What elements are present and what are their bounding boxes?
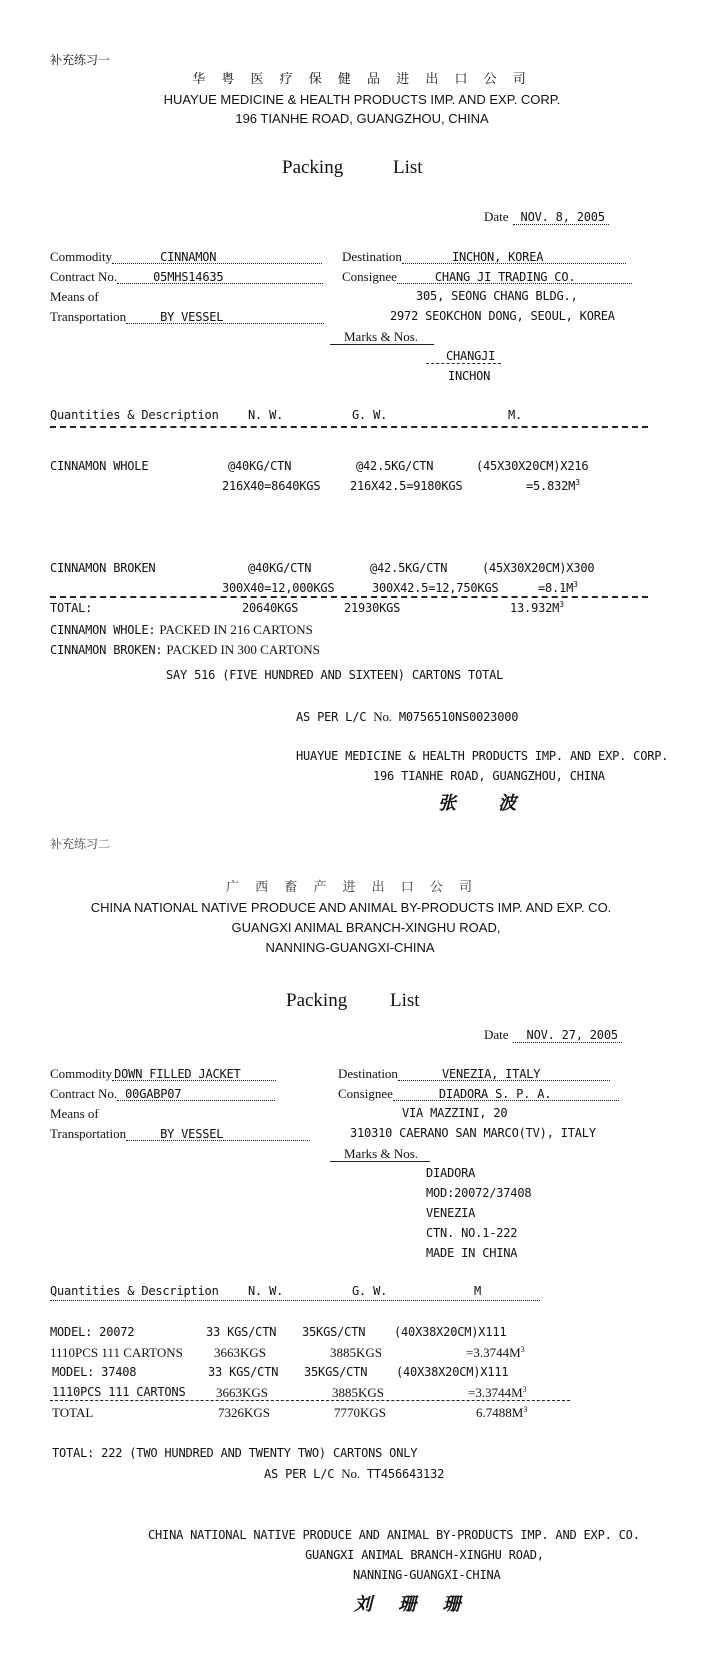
row1-description: CINNAMON WHOLE: [50, 459, 149, 473]
transport2-field: [50, 1127, 310, 1141]
col-measurement: M.: [508, 408, 523, 422]
footer2-branch: GUANGXI ANIMAL BRANCH-XINGHU ROAD,: [305, 1548, 544, 1562]
row2-1-measurement: (40X38X20CM)X111: [394, 1325, 507, 1339]
marks-line-2: INCHON: [448, 369, 491, 383]
col-net-weight: N. W.: [248, 408, 284, 422]
consignee-value: CHANG JI TRADING CO.: [397, 271, 632, 284]
consignee2-value: DIADORA S. P. A.: [393, 1088, 619, 1101]
row2-measurement-calc: [538, 582, 578, 594]
transport2-value: BY VESSEL: [126, 1128, 310, 1141]
consignee2-address-2: 310310 CAERANO SAN MARCO(TV), ITALY: [350, 1126, 596, 1140]
footer-company: HUAYUE MEDICINE & HEALTH PRODUCTS IMP. AND EXP. CORP.: [296, 749, 669, 763]
row2-cubic-sup: 3: [573, 580, 578, 589]
destination2-label: Destination: [338, 1066, 398, 1081]
lc2-number: TT456643132: [366, 1467, 445, 1481]
doc2-title-packing: Packing: [286, 990, 348, 1011]
row2-2-measurement-total-value: =3.3744M: [468, 1385, 523, 1400]
company2-branch: GUANGXI ANIMAL BRANCH-XINGHU ROAD,: [231, 920, 501, 935]
consignee-field: [342, 270, 632, 284]
consignee2-label: Consignee: [338, 1086, 393, 1101]
marks-label: Marks & Nos.: [330, 330, 434, 345]
row2-2-gross-total: 3885KGS: [332, 1385, 385, 1400]
row2-2-cubic-sup: 3: [522, 1385, 527, 1394]
lc-reference: [296, 710, 518, 723]
contract-field: [50, 270, 323, 284]
total2-label: TOTAL: [52, 1405, 94, 1420]
row1-measurement: (45X30X20CM)X216: [476, 459, 589, 473]
col2-quantities-description: Quantities & Description: [50, 1284, 219, 1298]
date2-field: [484, 1028, 622, 1041]
marks2-line-4: CTN. NO.1-222: [426, 1226, 518, 1240]
col-gross-weight: G. W.: [352, 408, 388, 422]
doc2-title-list: List: [390, 990, 420, 1011]
destination2-value: VENEZIA, ITALY: [398, 1068, 610, 1081]
date-value: NOV. 8, 2005: [513, 210, 609, 225]
row1-net-weight-calc: 216X40=8640KGS: [222, 479, 321, 493]
transport-field: [50, 310, 324, 324]
lc2-reference: [264, 1467, 444, 1480]
marks2-line-1: DIADORA: [426, 1166, 476, 1180]
row2-1-gross-total: 3885KGS: [330, 1345, 383, 1360]
packing-note-whole: [50, 622, 313, 638]
header-dashed-rule: [50, 426, 648, 428]
row1-gross-weight-calc: 216X42.5=9180KGS: [350, 479, 463, 493]
signature-2: 刘 珊 珊: [354, 1594, 471, 1615]
company2-name-cn: 广 西 畜 产 进 出 口 公 司: [225, 880, 479, 895]
header2-dotted-rule: [50, 1300, 540, 1301]
row2-1-model: MODEL: 20072: [50, 1325, 135, 1339]
total2-cubic-sup: 3: [523, 1405, 528, 1414]
commodity2-field: [50, 1067, 276, 1081]
packing-note-whole-head: CINNAMON WHOLE:: [50, 623, 156, 637]
exercise-2-label: 补充练习二: [50, 837, 111, 851]
consignee-address-2: 2972 SEOKCHON DONG, SEOUL, KOREA: [390, 309, 615, 323]
company-name-en: HUAYUE MEDICINE & HEALTH PRODUCTS IMP. AND EXP. CORP.: [163, 92, 561, 107]
footer-address: 196 TIANHE ROAD, GUANGZHOU, CHINA: [373, 769, 605, 783]
total2-measurement-value: 6.7488M: [476, 1405, 524, 1420]
packing-note-broken-head: CINNAMON BROKEN:: [50, 643, 163, 657]
doc-title-packing: Packing: [282, 157, 344, 178]
row2-measurement: (45X30X20CM)X300: [482, 561, 595, 575]
company2-name-en: CHINA NATIONAL NATIVE PRODUCE AND ANIMAL BY-PRODUCTS IMP. AND EXP. CO.: [90, 900, 612, 915]
col2-gross-weight: G. W.: [352, 1284, 388, 1298]
col2-net-weight: N. W.: [248, 1284, 284, 1298]
total-measurement: [510, 602, 564, 614]
company-name-cn: 华 粤 医 疗 保 健 品 进 出 口 公 司: [192, 72, 532, 87]
row2-2-net-total: 3663KGS: [216, 1385, 269, 1400]
footer2-company: CHINA NATIONAL NATIVE PRODUCE AND ANIMAL BY-PRODUCTS IMP. AND EXP. CO.: [148, 1528, 640, 1542]
total-cubic-sup: 3: [559, 600, 564, 609]
exercise-1-label: 补充练习一: [50, 53, 111, 67]
row2-2-pieces: 1110PCS 111 CARTONS: [52, 1385, 186, 1399]
destination-field: [342, 250, 626, 264]
transport-label: Transportation: [50, 309, 127, 324]
commodity-field: [50, 250, 322, 264]
date-field: [484, 210, 609, 223]
row2-2-model: MODEL: 37408: [52, 1365, 137, 1379]
consignee2-address-1: VIA MAZZINI, 20: [402, 1106, 508, 1120]
total2-dashed-rule: [50, 1400, 570, 1401]
signature: 张 波: [438, 793, 535, 814]
contract2-value: 00GABP07: [117, 1088, 275, 1101]
col-quantities-description: Quantities & Description: [50, 408, 219, 422]
total-cartons: TOTAL: 222 (TWO HUNDRED AND TWENTY TWO) CARTONS ONLY: [52, 1446, 418, 1460]
row2-gross-weight: @42.5KG/CTN: [370, 561, 448, 575]
total2-measurement: [476, 1406, 527, 1419]
row2-1-cubic-sup: 3: [520, 1345, 525, 1354]
row2-2-measurement-total: [468, 1386, 527, 1399]
row1-measurement-calc: [526, 480, 580, 492]
row2-2-gross-weight: 35KGS/CTN: [304, 1365, 368, 1379]
lc-prefix: AS PER L/C: [296, 710, 367, 724]
transport-value: BY VESSEL: [126, 311, 324, 324]
marks2-line-5: MADE IN CHINA: [426, 1246, 518, 1260]
say-total: SAY 516 (FIVE HUNDRED AND SIXTEEN) CARTONS TOTAL: [166, 668, 504, 682]
marks2-line-2: MOD:20072/37408: [426, 1186, 532, 1200]
marks-line-1: CHANGJI: [426, 350, 501, 364]
row2-2-net-weight: 33 KGS/CTN: [208, 1365, 279, 1379]
contract2-label: Contract No.: [50, 1086, 118, 1101]
row2-1-gross-weight: 35KGS/CTN: [302, 1325, 366, 1339]
date-label: Date: [484, 209, 509, 224]
col2-measurement: M: [474, 1284, 482, 1298]
total-net-weight: 20640KGS: [242, 601, 299, 615]
lc-number: M0756510NS0023000: [398, 710, 519, 724]
destination-value: INCHON, KOREA: [402, 251, 626, 264]
contract-label: Contract No.: [50, 269, 118, 284]
date2-value: NOV. 27, 2005: [513, 1028, 622, 1043]
company-address: 196 TIANHE ROAD, GUANGZHOU, CHINA: [235, 111, 489, 126]
marks2-line-3: VENEZIA: [426, 1206, 476, 1220]
destination2-field: [338, 1067, 610, 1081]
row2-2-measurement: (40X38X20CM)X111: [396, 1365, 509, 1379]
commodity-value: CINNAMON: [112, 251, 322, 264]
row2-1-measurement-total-value: =3.3744M: [466, 1345, 521, 1360]
transport2-label: Transportation: [50, 1126, 127, 1141]
packing-note-broken-tail: PACKED IN 300 CARTONS: [166, 642, 320, 657]
commodity2-value: DOWN FILLED JACKET: [112, 1068, 276, 1081]
consignee2-field: [338, 1087, 619, 1101]
row1-cubic-sup: 3: [575, 478, 580, 487]
row2-net-weight-calc: 300X40=12,000KGS: [222, 581, 335, 595]
row2-net-weight: @40KG/CTN: [248, 561, 312, 575]
row2-1-net-weight: 33 KGS/CTN: [206, 1325, 277, 1339]
total-measurement-value: 13.932M: [510, 601, 560, 615]
total-dashed-rule: [50, 596, 648, 598]
destination-label: Destination: [342, 249, 402, 264]
row2-description: CINNAMON BROKEN: [50, 561, 156, 575]
commodity2-label: Commodity: [50, 1066, 113, 1081]
total2-gross-weight: 7770KGS: [334, 1405, 387, 1420]
total2-net-weight: 7326KGS: [218, 1405, 271, 1420]
row1-gross-weight: @42.5KG/CTN: [356, 459, 434, 473]
row2-1-pieces: 1110PCS 111 CARTONS: [50, 1345, 183, 1360]
lc2-prefix: AS PER L/C: [264, 1467, 335, 1481]
row1-measurement-calc-value: =5.832M: [526, 479, 576, 493]
consignee-address-1: 305, SEONG CHANG BLDG.,: [416, 289, 578, 303]
contract2-field: [50, 1087, 275, 1101]
means2-label: Means of: [50, 1106, 99, 1121]
total-gross-weight: 21930KGS: [344, 601, 401, 615]
date2-label: Date: [484, 1027, 509, 1042]
contract-value: 05MHS14635: [117, 271, 323, 284]
lc-no-label: No.: [373, 709, 392, 724]
footer2-city: NANNING-GUANGXI-CHINA: [353, 1568, 501, 1582]
means-label: Means of: [50, 289, 99, 304]
lc2-no-label: No.: [341, 1466, 360, 1481]
marks2-label: Marks & Nos.: [330, 1147, 430, 1162]
row2-1-measurement-total: [466, 1346, 525, 1359]
doc-title-list: List: [393, 157, 423, 178]
row2-measurement-calc-value: =8.1M: [538, 581, 574, 595]
consignee-label: Consignee: [342, 269, 397, 284]
row2-1-net-total: 3663KGS: [214, 1345, 267, 1360]
packing-note-broken: [50, 642, 320, 658]
packing-note-whole-tail: PACKED IN 216 CARTONS: [159, 622, 313, 637]
total-label: TOTAL:: [50, 601, 93, 615]
row2-gross-weight-calc: 300X42.5=12,750KGS: [372, 581, 499, 595]
row1-net-weight: @40KG/CTN: [228, 459, 292, 473]
commodity-label: Commodity: [50, 249, 113, 264]
company2-city: NANNING-GUANGXI-CHINA: [265, 940, 435, 955]
